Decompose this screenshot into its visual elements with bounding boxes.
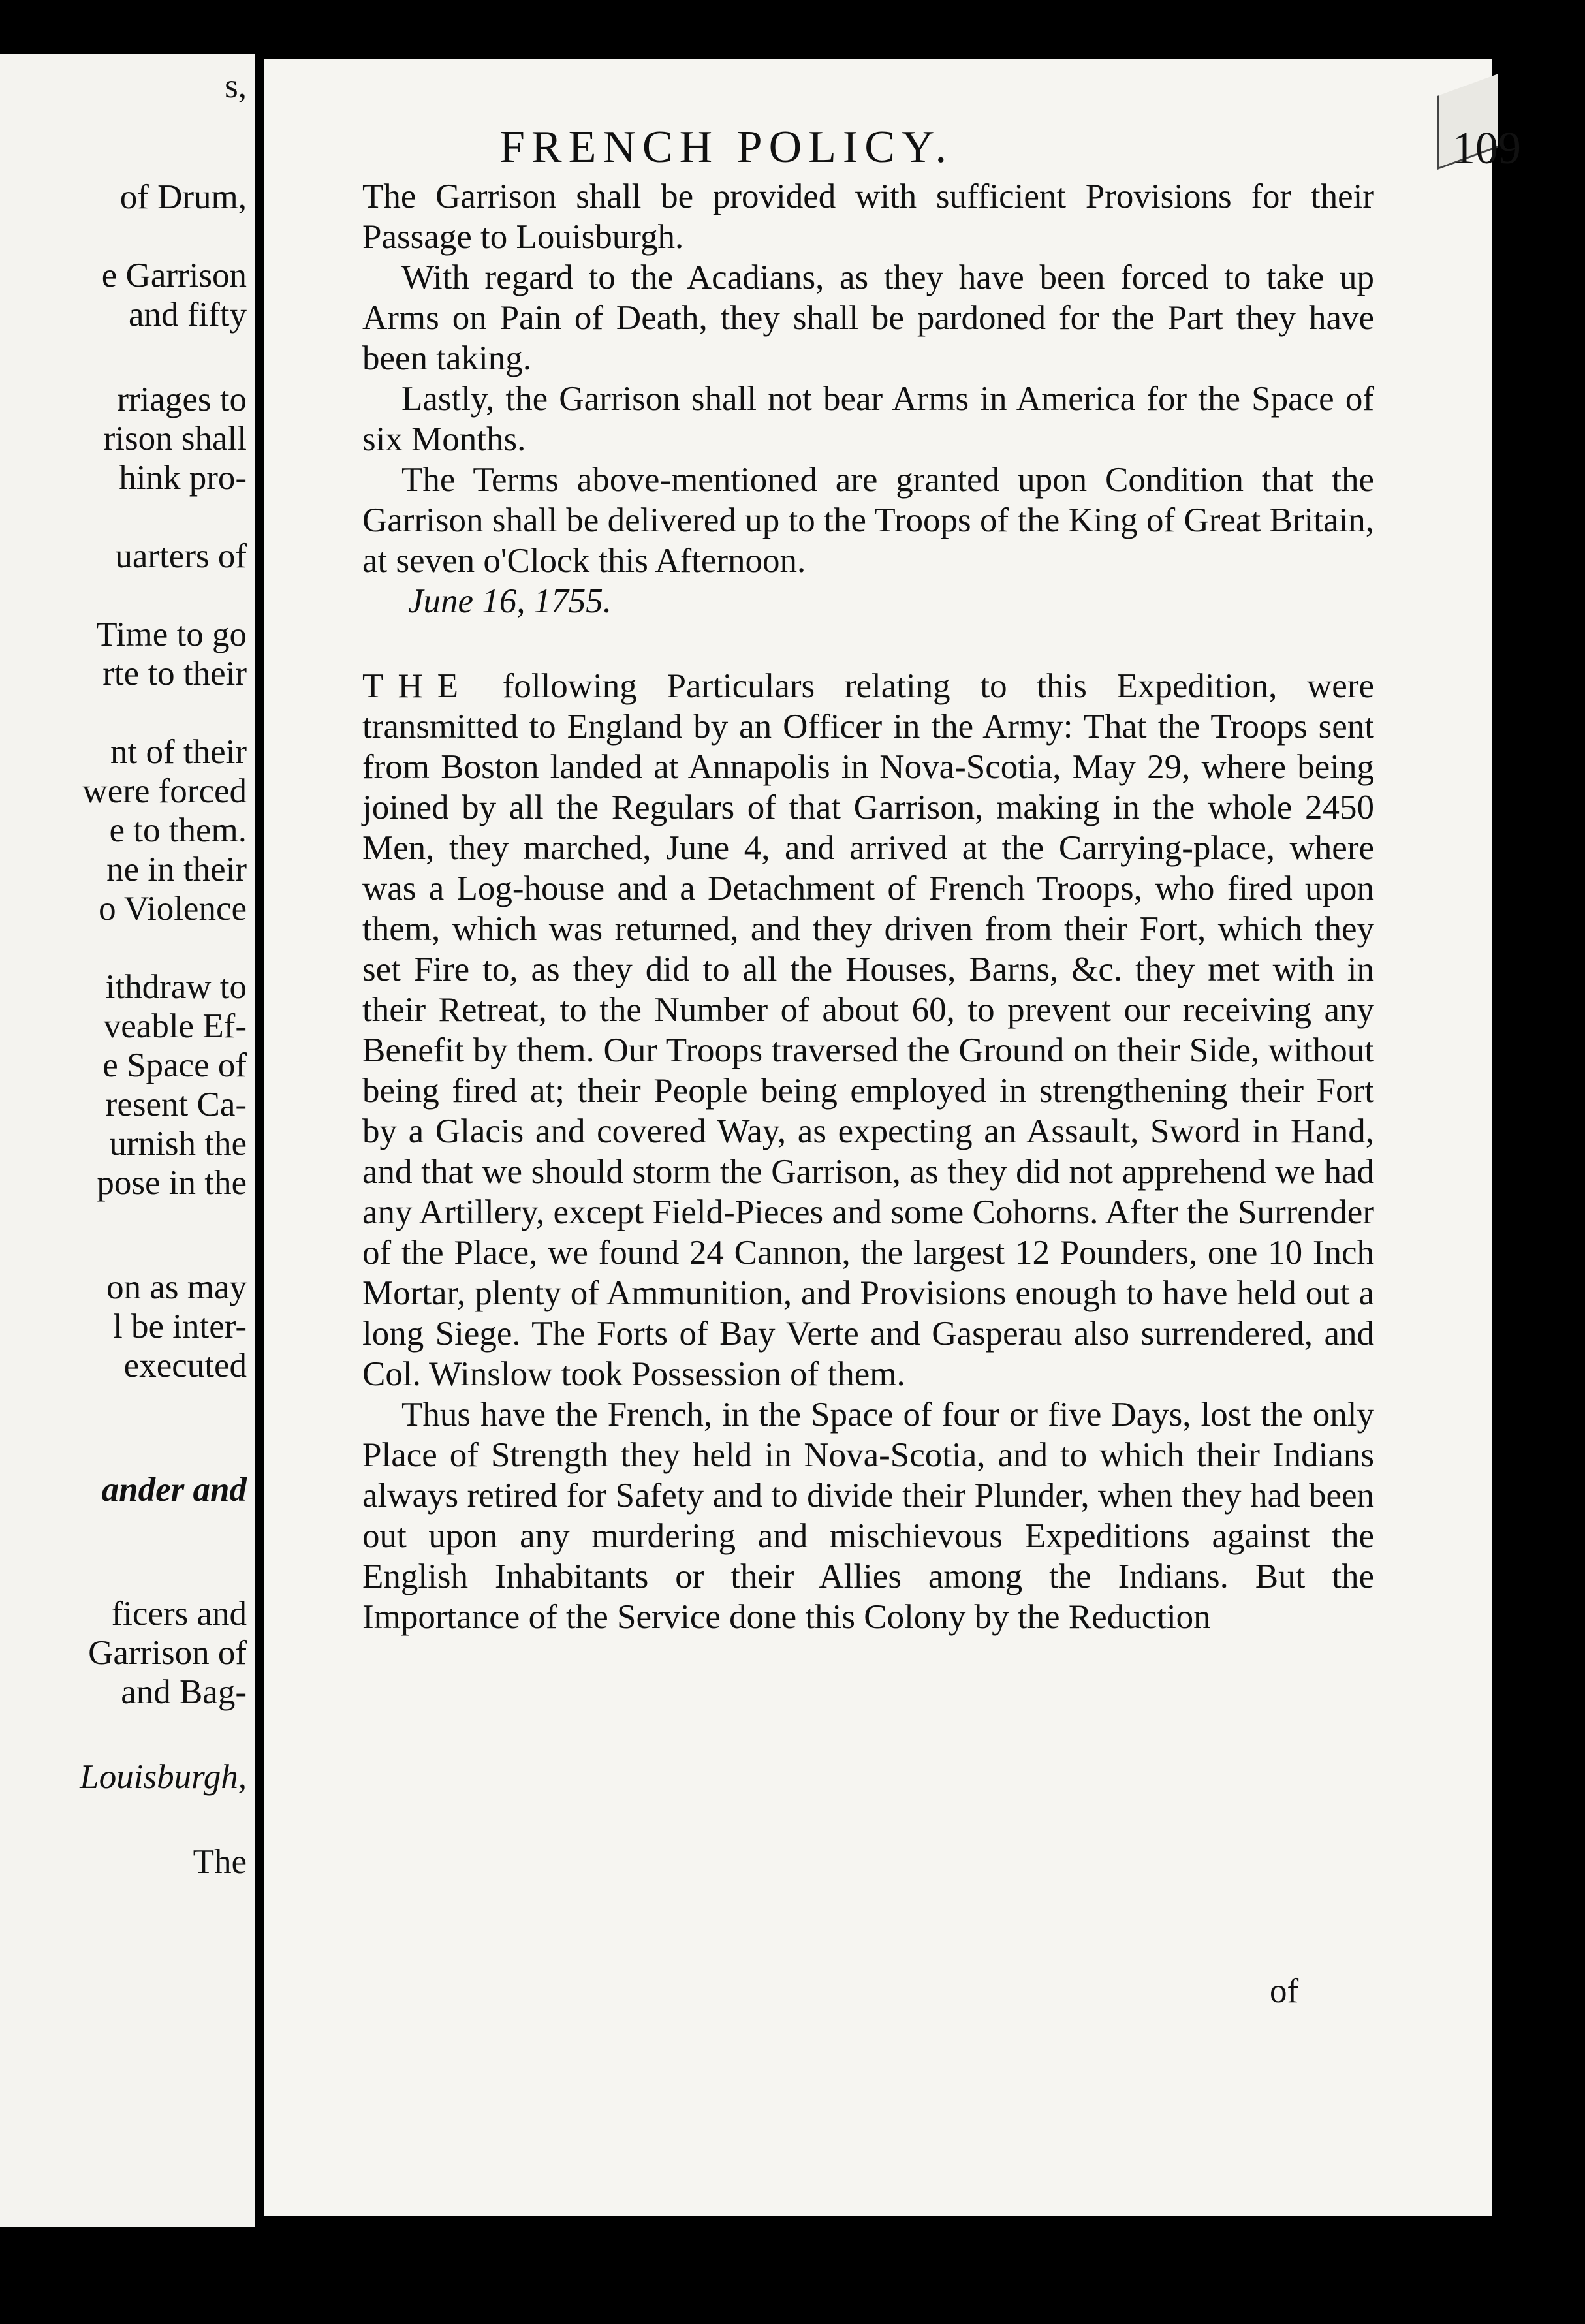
left-page-line: e Space of (102, 1046, 247, 1084)
paragraph-lastly: Lastly, the Garrison shall not bear Arms in America for the Space of six Months. (362, 380, 1374, 458)
page-header (499, 121, 1521, 174)
date-line: June 16, 1755. (408, 582, 612, 620)
left-page-line: of Drum, (119, 178, 247, 216)
left-page-line: Garrison of (88, 1634, 247, 1672)
left-page-line: s, (225, 67, 247, 105)
paragraph-terms: The Terms above-mentioned are granted upon Condition that the Garrison shall be delivered up to the Troops of the King of Great Britain, at seven o'Clock this Afternoon. (362, 461, 1374, 580)
left-page-line: nt of their (110, 733, 247, 771)
paragraph-acadians: With regard to the Acadians, as they have been forced to take up Arms on Pain of Death, they shall be pardoned for the Part they have been taking. (362, 259, 1374, 377)
left-page-line: ithdraw to (105, 968, 247, 1006)
left-page-line: veable Ef- (103, 1007, 247, 1045)
left-page-line: resent Ca- (105, 1086, 247, 1123)
left-page-line: rte to their (102, 655, 247, 693)
left-page-line: Louisburgh, (80, 1758, 247, 1796)
left-page-line: and fifty (128, 296, 247, 334)
book-page (264, 59, 1521, 2216)
left-page-line: on as may (106, 1268, 247, 1306)
running-title: FRENCH POLICY. (499, 122, 953, 172)
left-page-line: executed (123, 1347, 247, 1385)
left-page-line: e to them. (109, 811, 247, 849)
paragraph-particulars-text: following Particulars relating to this Expedition, were transmitted to England by an Officer in the Army: That the Troops sent from Boston landed at Annapolis in Nova-Scotia, May 29, where being joined by all the Regulars of that Garrison, making in the whole 2450 Men, they marched, June 4, and arrived at the Carrying-place, where was a Log-house and a Detachment of French Troops, who fired upon them, which was returned, and they driven from their Fort, which they set Fire to, as they did to all the Houses, Barns, &c. they met with in their Retreat, to the Number of about 60, to prevent our receiving any Benefit by them. Our Troops traversed the Ground on their Side, without being fired at; their People being employed in strengthening their Fort by a Glacis and covered Way, as expecting an Assault, Sword in Hand, and that we should storm the Garrison, as they did not apprehend we had any Artillery, except Field-Pieces and some Cohorns. After the Surrender of the Place, we found 24 Cannon, the largest 12 Pounders, one 10 Inch Mortar, plenty of Ammunition, and Provisions enough to have held out a long Siege. The Forts of Bay Verte and Gasperau also surrendered, and Col. Winslow took Possession of them. (362, 667, 1374, 1393)
page-number: 109 (1452, 123, 1521, 174)
paragraph-french-loss: Thus have the French, in the Space of four or five Days, lost the only Place of Strength they held in Nova-Scotia, and to which their Indians always retired for Safety and to divide their Plunder, when they had been out upon any murdering and mischievous Expeditions against the English Inhabitants or their Allies among the Indians. But the Importance of the Service done this Colony by the Reduction (362, 1396, 1374, 1636)
left-page-line: Time to go (96, 616, 247, 653)
paragraph-garrison-provisions: The Garrison shall be provided with sufficient Provisions for their Passage to Louisburgh. (362, 178, 1374, 256)
left-page-line: ne in their (106, 851, 247, 888)
left-page-line: hink pro- (119, 459, 247, 497)
left-page-line: The (193, 1843, 247, 1881)
section-gap (362, 621, 1374, 666)
opening-caps: THE (362, 667, 473, 705)
left-facing-page (0, 54, 255, 2227)
left-page-line: urnish the (109, 1125, 247, 1163)
left-page-line: uarters of (115, 537, 247, 575)
left-page-line: rison shall (103, 420, 247, 458)
left-page-line: ander and (101, 1471, 247, 1509)
left-page-line: ficers and (111, 1595, 247, 1633)
left-page-line: o Violence (99, 890, 247, 928)
left-page-line: rriages to (117, 381, 247, 418)
paragraph-particulars (362, 666, 1374, 1394)
catchword: of (1270, 1972, 1299, 2010)
left-page-line: pose in the (97, 1164, 247, 1202)
left-page-line: and Bag- (121, 1673, 247, 1711)
left-page-line: e Garrison (101, 257, 247, 294)
left-page-line: were forced (82, 772, 247, 810)
left-page-line: l be inter- (113, 1308, 247, 1345)
page-body (362, 176, 1374, 1637)
